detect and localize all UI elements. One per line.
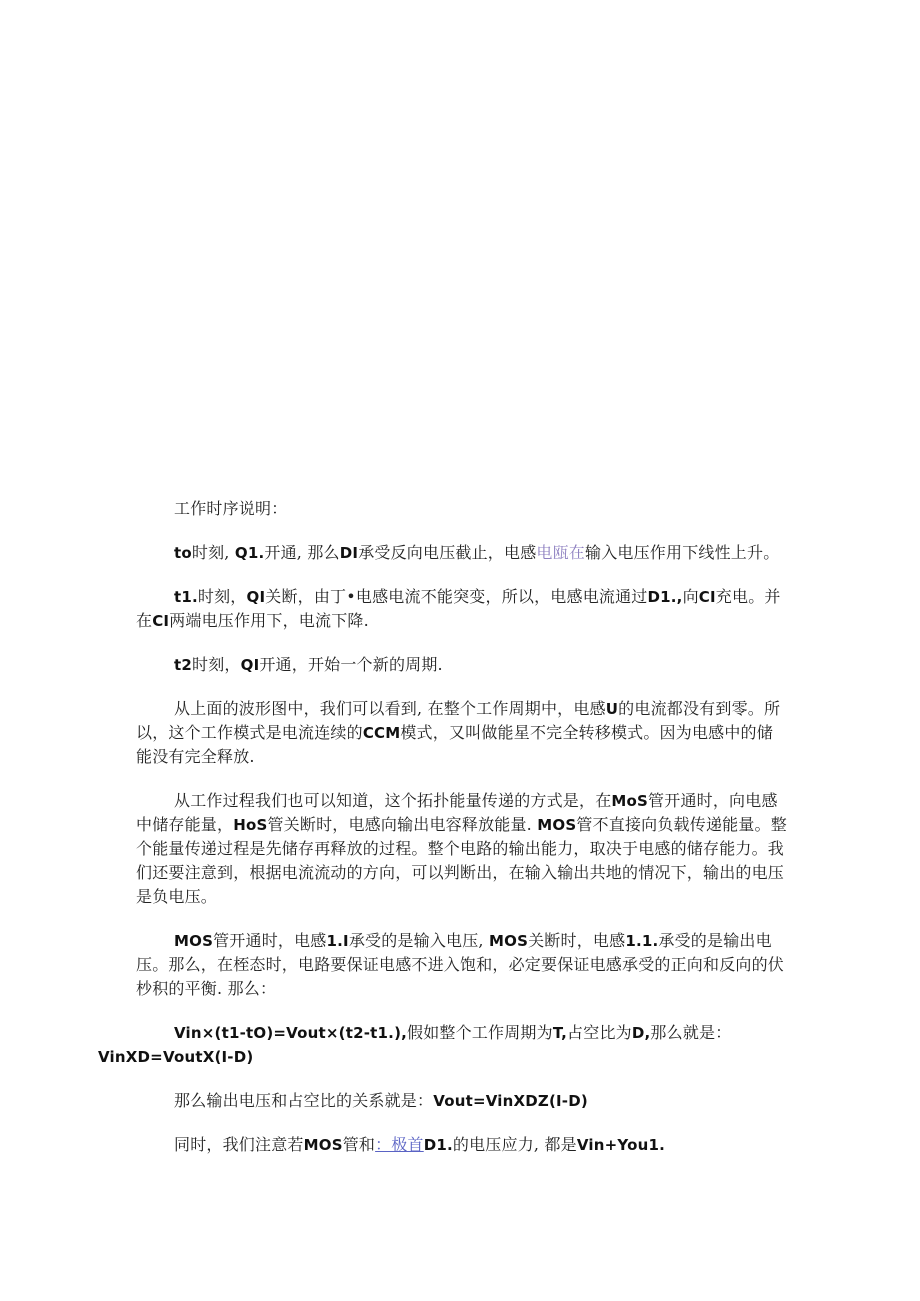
document-body bbox=[98, 497, 788, 1177]
paragraph-t0: to时刻, Q1.开通, 那么DI承受反向电压截止，电感电瓯在输入电压作用下线性上升。 bbox=[174, 543, 780, 562]
paragraph-t1: t1.时刻，QI关断，由丁•电感电流不能突变，所以，电感电流通过D1.,向CI充电。并在CI两端电压作用下，电流下降. bbox=[136, 587, 781, 630]
paragraph-output-relation: 那么输出电压和占空比的关系就是：Vout=VinXDZ(I-D) bbox=[174, 1091, 588, 1110]
heading: 工作时序说明： bbox=[174, 499, 288, 518]
paragraph-t2: t2时刻，QI开通，开始一个新的周期. bbox=[174, 655, 443, 674]
paragraph-energy-transfer: 从工作过程我们也可以知道，这个拓扑能量传递的方式是，在MoS管开通时，向电感中储存能量，HoS管关断时，电感向输出电容释放能量. MOS管不直接向负载传递能量。整个能量传递过程是先储存再释放的过程。整个电路的输出能力，取决于电感的储存能力。我们还要注意到，根据电流流动的方向，可以判断出，在输入输出共地的情况下，输出的电压是负电压。 bbox=[136, 791, 787, 906]
paragraph-voltage-stress: 同时，我们注意若MOS管和：极首D1.的电压应力, 都是Vin+You1. bbox=[174, 1135, 666, 1154]
paragraph-volt-second: MOS管开通时，电感1.I承受的是输入电压, MOS关断时，电感1.1.承受的是输出电压。那么，在桎态时，电路要保证电感不进入饱和，必定要保证电感承受的正向和反向的伏杪积的平衡. 那么： bbox=[136, 931, 785, 998]
paragraph-equation: Vin×(t1-tO)=Vout×(t2-t1.),假如整个工作周期为T,占空比为D,那么就是： VinXD=VoutX(I-D) bbox=[98, 1023, 732, 1066]
paragraph-waveform: 从上面的波形图中，我们可以看到, 在整个工作周期中，电感U的电流都没有到零。所以，这个工作模式是电流连续的CCM模式，又叫做能星不完全转移模式。因为电感中的储能没有完全释放. bbox=[136, 699, 781, 766]
link-text[interactable]: ：极首 bbox=[375, 1135, 424, 1154]
highlighted-text: 电瓯在 bbox=[536, 543, 585, 562]
